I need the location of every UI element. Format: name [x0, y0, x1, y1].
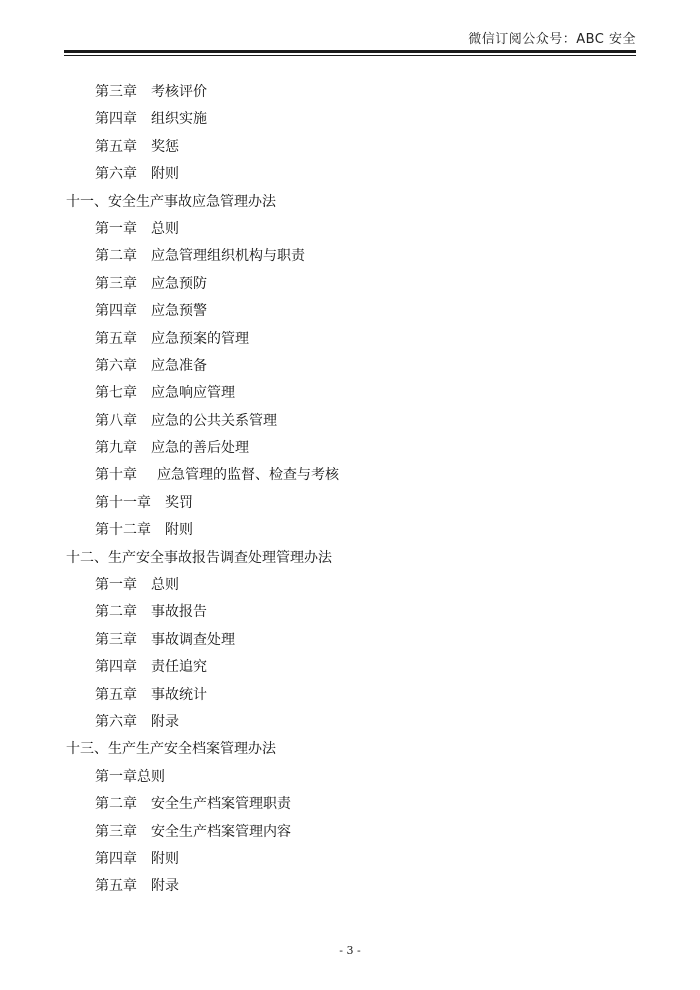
chapter-title: 奖惩	[151, 138, 179, 155]
toc-chapter-item	[0, 408, 700, 435]
chapter-title: 考核评价	[151, 84, 207, 100]
toc-chapter-item	[0, 654, 700, 681]
toc-chapter-item	[0, 298, 700, 325]
chapter-number: 第三章	[95, 631, 137, 648]
chapter-number: 第十二章	[95, 522, 151, 539]
toc-chapter-item	[0, 161, 700, 188]
toc-chapter-item	[0, 106, 700, 133]
chapter-title: 附则	[151, 166, 179, 183]
chapter-title: 应急预警	[151, 303, 207, 320]
chapter-number: 第二章	[95, 796, 137, 813]
chapter-number: 第一章	[95, 577, 137, 594]
chapter-number: 第八章	[95, 412, 137, 429]
chapter-title: 应急管理组织机构与职责	[151, 248, 305, 265]
header-rule-thick	[64, 50, 636, 53]
chapter-title: 总则	[137, 768, 165, 785]
chapter-number: 第四章	[95, 659, 137, 676]
toc-section-heading: 十一、安全生产事故应急管理办法	[66, 193, 276, 210]
toc-chapter-item	[0, 79, 700, 106]
chapter-number: 第五章	[95, 878, 137, 895]
toc-chapter-item	[0, 216, 700, 243]
toc-chapter-item	[0, 435, 700, 462]
chapter-title: 应急管理的监督、检查与考核	[157, 467, 339, 484]
toc-section-heading: 十三、生产生产安全档案管理办法	[66, 741, 276, 758]
toc-chapter-item	[0, 326, 700, 353]
toc-section-heading: 十二、生产安全事故报告调查处理管理办法	[66, 549, 332, 566]
toc-chapter-item	[0, 243, 700, 270]
chapter-title: 安全生产档案管理职责	[151, 796, 291, 813]
chapter-title: 应急的公共关系管理	[151, 412, 277, 429]
chapter-number: 第六章	[95, 357, 137, 374]
toc-chapter-item	[0, 271, 700, 298]
toc-chapter-item	[0, 873, 700, 900]
toc-chapter-item	[0, 572, 700, 599]
page-header	[64, 0, 636, 58]
chapter-number: 第十一章	[95, 494, 151, 511]
chapter-number: 第七章	[95, 385, 137, 402]
chapter-title: 应急响应管理	[151, 385, 235, 402]
chapter-number: 第五章	[95, 330, 137, 347]
toc-chapter-item	[0, 462, 700, 489]
chapter-number: 第五章	[95, 686, 137, 703]
chapter-number: 第六章	[95, 166, 137, 183]
chapter-title: 组织实施	[151, 111, 207, 128]
chapter-title: 责任追究	[151, 659, 207, 676]
toc-chapter-item	[0, 682, 700, 709]
chapter-number: 第一章	[95, 220, 137, 237]
page-number: - 3 -	[339, 944, 361, 957]
toc-chapter-item	[0, 627, 700, 654]
chapter-title: 总则	[151, 577, 179, 594]
chapter-title: 应急预防	[151, 275, 207, 292]
header-rule-thin	[64, 55, 636, 56]
toc-chapter-item	[0, 709, 700, 736]
chapter-title: 事故统计	[151, 686, 207, 703]
chapter-number: 第一章	[95, 768, 137, 785]
chapter-number: 第二章	[95, 248, 137, 265]
chapter-number: 第九章	[95, 440, 137, 457]
chapter-number: 第三章	[95, 275, 137, 292]
chapter-title: 事故报告	[151, 604, 207, 621]
chapter-number: 第十章	[95, 467, 137, 484]
chapter-number: 第四章	[95, 111, 137, 128]
toc-chapter-item	[0, 791, 700, 818]
toc-chapter-item	[0, 134, 700, 161]
chapter-title: 附则	[151, 850, 179, 867]
chapter-title: 安全生产档案管理内容	[151, 823, 291, 840]
chapter-title: 应急准备	[151, 357, 207, 374]
header-text: 微信订阅公众号：ABC 安全	[468, 32, 636, 47]
toc-chapter-item	[0, 517, 700, 544]
toc-chapter-item	[0, 846, 700, 873]
chapter-title: 应急的善后处理	[151, 440, 249, 457]
toc-chapter-item	[0, 380, 700, 407]
chapter-number: 第五章	[95, 138, 137, 155]
toc-chapter-item	[0, 819, 700, 846]
chapter-title: 事故调查处理	[151, 631, 235, 648]
chapter-number: 第二章	[95, 604, 137, 621]
toc-chapter-item	[0, 764, 700, 791]
chapter-title: 应急预案的管理	[151, 330, 249, 347]
chapter-title: 总则	[151, 220, 179, 237]
chapter-number: 第三章	[95, 84, 137, 100]
toc-chapter-item	[0, 599, 700, 626]
chapter-title: 附录	[151, 878, 179, 895]
chapter-number: 第四章	[95, 303, 137, 320]
toc-chapter-item	[0, 490, 700, 517]
chapter-number: 第三章	[95, 823, 137, 840]
table-of-contents	[0, 79, 700, 901]
chapter-title: 附则	[165, 522, 193, 539]
chapter-title: 附录	[151, 713, 179, 730]
chapter-number: 第六章	[95, 713, 137, 730]
chapter-title: 奖罚	[165, 494, 193, 511]
toc-chapter-item	[0, 353, 700, 380]
chapter-number: 第四章	[95, 850, 137, 867]
